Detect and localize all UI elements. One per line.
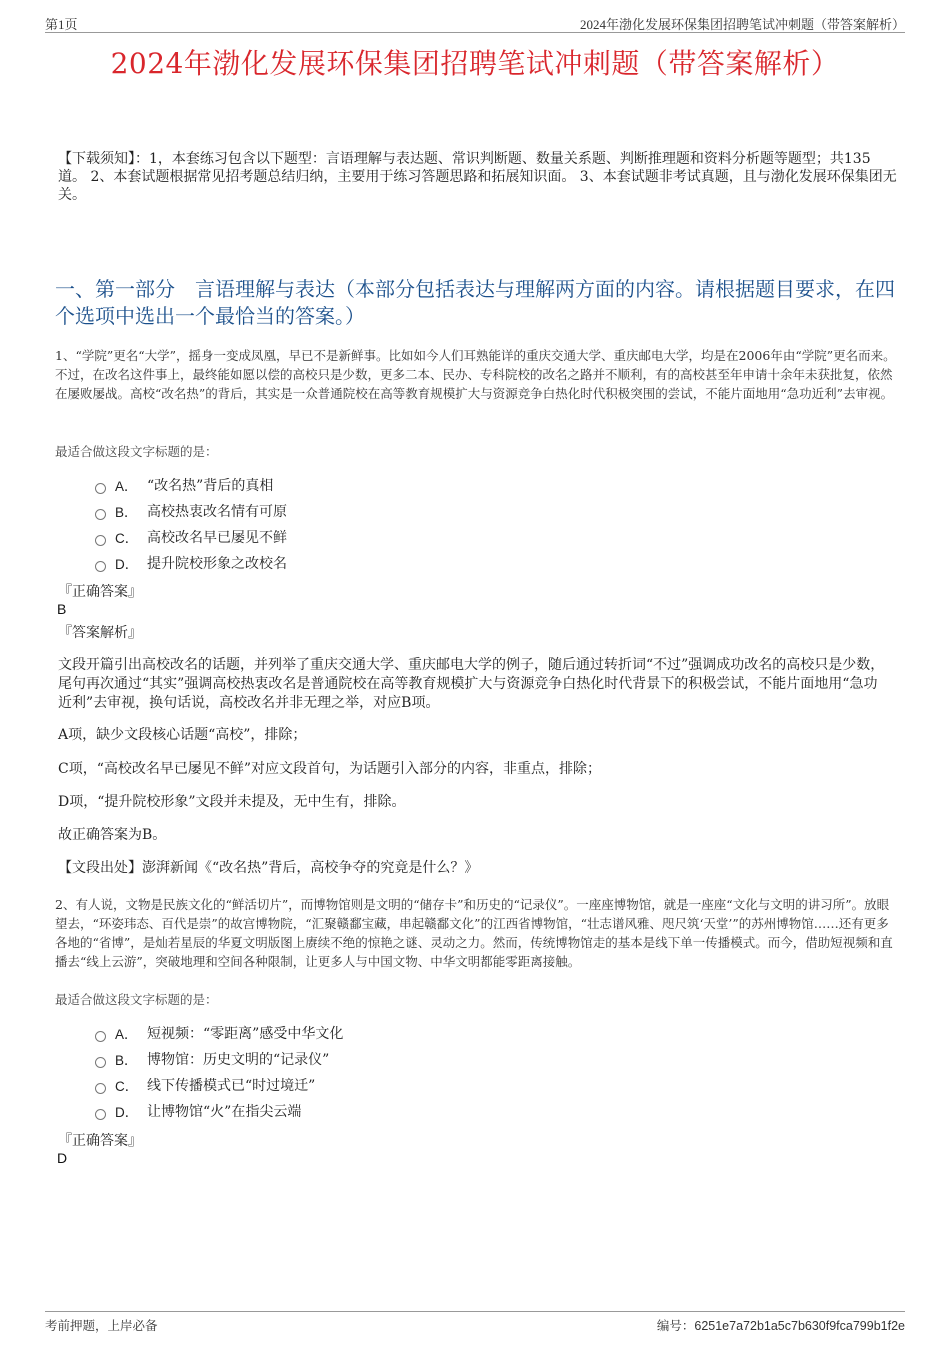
- page-footer: [45, 1311, 905, 1333]
- question-2-options: [95, 1020, 343, 1124]
- footer-code: 编号：6251e7a72b1a5c7b630f9fca799b1f2e: [656, 1318, 905, 1333]
- radio-icon[interactable]: [95, 561, 106, 572]
- question-1-source: 【文段出处】澎湃新闻《“改名热”背后，高校争夺的究竟是什么？》: [58, 860, 479, 876]
- document-title: 2024年渤化发展环保集团招聘笔试冲刺题（带答案解析）: [110, 47, 840, 80]
- question-1-text: 1、“学院”更名“大学”，摇身一变成凤凰，早已不是新鲜事。比如如今人们耳熟能详的重庆交通大学、重庆邮电大学，均是在2006年由“学院”更名而来。不过，在改名这件事上，最终能如愿以偿的高校只是少数，更多二本、民办、专科院校的改名之路并不顺利，有的高校甚至年申请十余年未获批复，依然在屡败屡战。高校“改名热”的背后，其实是一众普通院校在高等教育规模扩大与资源竞争白热化时代积极突围的尝试，不能片面地用“急功近利”去审视。: [55, 348, 896, 401]
- question-2-text: 2、有人说，文物是民族文化的“鲜活切片”，而博物馆则是文明的“储存卡”和历史的“记录仪”。一座座博物馆，就是一座座“文化与文明的讲习所”。放眼望去，“环姿玮态、百代是崇”的故宫博物院，“汇聚赣鄱宝藏，串起赣鄱文化”的江西省博物馆，“壮志谱风雅、咫尺筑‘天堂’”的苏州博物馆……还有更多各地的“省博”，是灿若星辰的华夏文明版图上赓续不绝的惊艳之谜、灵动之力。然而，传统博物馆走的基本是线下单一传播模式。而今，借助短视频和直播去“线上云游”，突破地理和空间各种限制，让更多人与中国文物、中华文明都能零距离接触。: [55, 897, 893, 969]
- header-doc-title: 2024年渤化发展环保集团招聘笔试冲刺题（带答案解析）: [579, 17, 905, 32]
- question-2-answer-tag: 『正确答案』: [58, 1133, 142, 1149]
- download-notice: 【下载须知】：1，本套练习包含以下题型：言语理解与表达题、常识判断题、数量关系题、判断推理题和资料分析题等题型；共135道。 2、本套试题根据常见招考题总结归纳，主要用于练习答题思路和拓展知识面。 3、本套试题非考试真题，且与渤化发展环保集团无关。: [58, 151, 897, 203]
- question-1-option-b[interactable]: B． 高校热衷改名情有可原: [95, 498, 287, 524]
- question-1-analysis-main: 文段开篇引出高校改名的话题，并列举了重庆交通大学、重庆邮电大学的例子，随后通过转折词“不过”强调成功改名的高校只是少数，尾句再次通过“其实”强调高校热衷改名是普通院校在高等教育规模扩大与资源竞争白热化时代背景下的积极尝试，不能片面地用“急功近利”去审视，换句话说，高校改名并非无理之举，对应B项。: [58, 657, 885, 711]
- question-1-analysis-a: A项，缺少文段核心话题“高校”，排除；: [58, 727, 307, 743]
- radio-icon[interactable]: [95, 1083, 106, 1094]
- question-2-option-c[interactable]: C． 线下传播模式已“时过境迁”: [95, 1072, 343, 1098]
- question-2-option-a[interactable]: A． 短视频：“零距离”感受中华文化: [95, 1020, 343, 1046]
- section-heading: 一、第一部分 言语理解与表达（本部分包括表达与理解两方面的内容。请根据题目要求，在四个选项中选出一个最恰当的答案。）: [55, 277, 895, 328]
- page-header: [45, 12, 905, 33]
- radio-icon[interactable]: [95, 1057, 106, 1068]
- radio-icon[interactable]: [95, 535, 106, 546]
- page-number: 第1页: [45, 17, 78, 32]
- question-1-analysis-tag: 『答案解析』: [58, 625, 142, 641]
- question-1-answer-tag: 『正确答案』: [58, 584, 142, 600]
- question-1-prompt: 最适合做这段文字标题的是：: [55, 444, 218, 459]
- question-1-analysis-c: C项，“高校改名早已屡见不鲜”对应文段首句，为话题引入部分的内容，非重点，排除；: [58, 761, 602, 777]
- question-1-answer: B: [57, 601, 67, 617]
- radio-icon[interactable]: [95, 483, 106, 494]
- question-1-analysis-d: D项，“提升院校形象”文段并未提及，无中生有，排除。: [58, 794, 406, 810]
- question-1-options: [95, 472, 287, 576]
- question-1-option-d[interactable]: D． 提升院校形象之改校名: [95, 550, 287, 576]
- question-1-option-a[interactable]: A． “改名热”背后的真相: [95, 472, 287, 498]
- footer-slogan: 考前押题，上岸必备: [45, 1318, 158, 1333]
- radio-icon[interactable]: [95, 1031, 106, 1042]
- question-2-option-b[interactable]: B． 博物馆：历史文明的“记录仪”: [95, 1046, 343, 1072]
- question-2-answer: D: [57, 1150, 68, 1166]
- question-1-analysis-conclusion: 故正确答案为B。: [58, 827, 167, 843]
- radio-icon[interactable]: [95, 1109, 106, 1120]
- question-2-option-d[interactable]: D． 让博物馆“火”在指尖云端: [95, 1098, 343, 1124]
- radio-icon[interactable]: [95, 509, 106, 520]
- question-2-prompt: 最适合做这段文字标题的是：: [55, 992, 218, 1007]
- question-1-option-c[interactable]: C． 高校改名早已屡见不鲜: [95, 524, 287, 550]
